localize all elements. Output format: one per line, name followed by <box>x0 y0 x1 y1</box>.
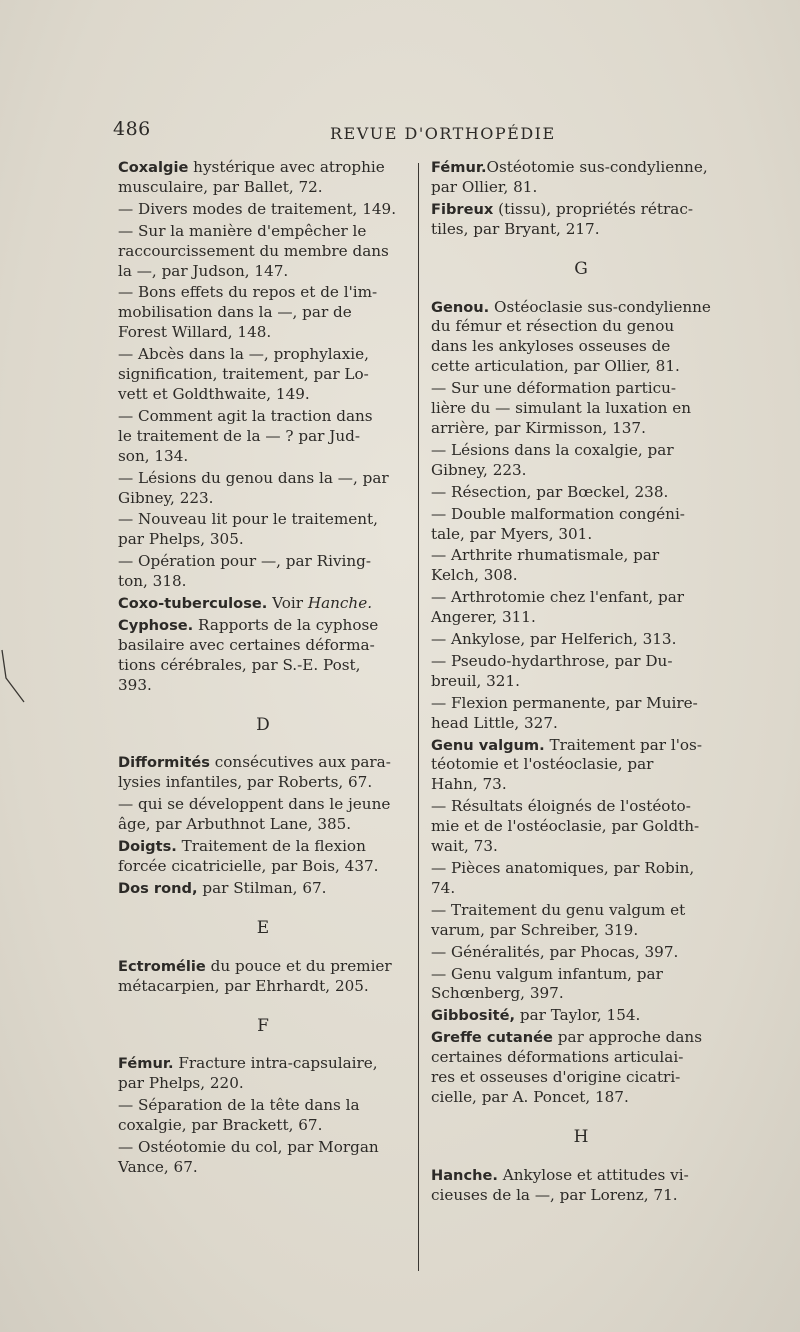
entry-text: head Little, 327. <box>431 713 558 732</box>
index-subentry <box>118 1138 408 1178</box>
entry-text: — Bons effets du repos et de l'im- <box>118 283 378 302</box>
section-letter: H <box>573 1126 589 1147</box>
index-entry <box>431 1166 731 1206</box>
index-subentry <box>431 797 731 857</box>
index-entry <box>118 594 408 614</box>
entry-text: par Stilman, 67. <box>197 878 327 897</box>
running-title: REVUE D'ORTHOPÉDIE <box>330 124 556 143</box>
entry-heading: Ectromélie <box>118 957 206 975</box>
entry-text: — Résultats éloignés de l'ostéoto- <box>431 797 691 816</box>
entry-text: du fémur et résection du genou <box>431 317 675 336</box>
entry-text: — Abcès dans la —, prophylaxie, <box>118 345 369 364</box>
entry-text: — Ostéotomie du col, par Morgan <box>118 1138 379 1157</box>
entry-text: — Opération pour —, par Riving- <box>118 552 372 571</box>
entry-heading: Coxalgie <box>118 159 189 176</box>
entry-text: — Pièces anatomiques, par Robin, <box>431 859 695 877</box>
index-subentry <box>118 795 408 835</box>
index-subentry <box>118 510 408 550</box>
index-subentry <box>118 1096 408 1136</box>
index-entry <box>431 200 731 240</box>
index-subentry <box>431 652 731 692</box>
column-divider <box>418 163 419 1271</box>
entry-text: du pouce et du premier <box>205 956 392 975</box>
entry-text: âge, par Arbuthnot Lane, 385. <box>118 815 352 834</box>
entry-text: Fracture intra-capsulaire, <box>173 1054 378 1073</box>
entry-text: — Nouveau lit pour le traitement, <box>118 510 378 529</box>
entry-text: — qui se développent dans le jeune <box>118 795 391 814</box>
entry-text: cielle, par A. Poncet, 187. <box>431 1087 629 1106</box>
entry-text: par Ollier, 81. <box>431 177 538 196</box>
entry-text: 393. <box>118 675 152 694</box>
entry-heading: Genu valgum. <box>431 736 545 754</box>
entry-heading: Fibreux <box>431 200 494 218</box>
index-subentry <box>431 965 731 1005</box>
entry-text: res et osseuses d'origine cicatri- <box>431 1068 681 1087</box>
entry-text: par approche dans <box>552 1028 702 1047</box>
entry-text: consécutives aux para- <box>209 753 391 772</box>
index-subentry <box>431 588 731 628</box>
index-entry <box>118 837 408 877</box>
index-entry <box>118 616 408 696</box>
entry-heading: Greffe cutanée <box>431 1029 553 1047</box>
index-subentry <box>431 901 731 941</box>
index-subentry <box>118 222 408 282</box>
entry-text: Traitement de la flexion <box>176 837 366 856</box>
entry-text: Schœnberg, 397. <box>431 984 564 1003</box>
index-entry <box>118 1054 408 1094</box>
index-subentry <box>431 505 731 545</box>
index-entry <box>431 736 731 796</box>
entry-text: ton, 318. <box>118 572 187 591</box>
entry-heading: Difformités <box>118 754 210 772</box>
entry-text: — Arthrotomie chez l'enfant, par <box>431 588 685 607</box>
section-letter: E <box>256 917 270 938</box>
entry-text: lière du — simulant la luxation en <box>431 399 692 418</box>
entry-heading: Doigts. <box>118 838 177 856</box>
entry-text: métacarpien, par Ehrhardt, 205. <box>118 976 369 995</box>
entry-text: forcée cicatricielle, par Bois, 437. <box>118 857 379 875</box>
index-subentry <box>431 483 731 503</box>
index-entry <box>431 1028 731 1108</box>
index-entry <box>118 158 408 198</box>
entry-text: vett et Goldthwaite, 149. <box>118 384 310 403</box>
entry-text: — Arthrite rhumatismale, par <box>431 546 660 565</box>
index-subentry <box>118 345 408 405</box>
entry-text: — Divers modes de traitement, 149. <box>118 199 397 218</box>
entry-text: certaines déformations articulai- <box>431 1048 684 1067</box>
entry-text: breuil, 321. <box>431 671 520 690</box>
entry-heading: Gibbosité, <box>431 1007 516 1025</box>
index-subentry <box>431 694 731 734</box>
entry-text: lysies infantiles, par Roberts, 67. <box>118 773 373 792</box>
entry-text: mie et de l'ostéoclasie, par Goldth- <box>431 817 700 836</box>
entry-heading: Coxo-tuberculose. <box>118 595 268 613</box>
entry-text: mobilisation dans la —, par de <box>118 303 352 322</box>
index-subentry <box>431 379 731 439</box>
entry-text: — Flexion permanente, par Muire- <box>431 693 698 712</box>
index-entry <box>431 298 731 378</box>
entry-text: basilaire avec certaines déforma- <box>118 635 375 654</box>
entry-text: Ostéoclasie sus-condylienne <box>489 297 711 316</box>
index-subentry <box>118 469 408 509</box>
index-entry <box>118 957 408 997</box>
entry-heading: Fémur. <box>431 159 487 176</box>
entry-text: — Lésions du genou dans la —, par <box>118 468 389 487</box>
entry-text: Gibney, 223. <box>118 488 214 507</box>
entry-text: la —, par Judson, 147. <box>118 261 289 280</box>
entry-text: — Double malformation congéni- <box>431 504 685 523</box>
entry-text: par Phelps, 305. <box>118 530 244 549</box>
index-subentry <box>431 546 731 586</box>
entry-text: Forest Willard, 148. <box>118 323 272 342</box>
entry-heading: Fémur. <box>118 1055 174 1073</box>
entry-text: — Ankylose, par Helferich, 313. <box>431 630 677 649</box>
entry-text: le traitement de la — ? par Jud- <box>118 426 360 445</box>
entry-text: tale, par Myers, 301. <box>431 524 593 543</box>
entry-heading: Dos rond, <box>118 879 198 897</box>
entry-text: Angerer, 311. <box>431 608 536 627</box>
entry-text: coxalgie, par Brackett, 67. <box>118 1116 323 1135</box>
entry-text: (tissu), propriétés rétrac- <box>493 199 693 218</box>
entry-text: téotomie et l'ostéoclasie, par <box>431 755 654 774</box>
entry-heading: Genou. <box>431 298 490 316</box>
margin-pencil-mark <box>0 648 26 704</box>
entry-text: cieuses de la —, par Lorenz, 71. <box>431 1185 678 1204</box>
entry-text: varum, par Schreiber, 319. <box>431 920 639 939</box>
entry-heading: Cyphose. <box>118 616 194 634</box>
index-entry <box>118 753 408 793</box>
index-column-left <box>118 158 408 1180</box>
index-column-right <box>431 158 731 1208</box>
entry-text: Voir <box>267 594 308 613</box>
entry-text: Traitement par l'os- <box>544 735 702 754</box>
page-number: 486 <box>113 118 151 140</box>
index-subentry <box>431 859 731 899</box>
entry-text: Ostéotomie sus-condylienne, <box>486 158 708 176</box>
entry-text: — Sur la manière d'empêcher le <box>118 221 367 240</box>
section-letter: G <box>574 258 588 279</box>
entry-text: tiles, par Bryant, 217. <box>431 219 600 238</box>
entry-text: dans les ankyloses osseuses de <box>431 337 671 356</box>
entry-text: Kelch, 308. <box>431 566 518 585</box>
index-subentry <box>431 943 731 963</box>
entry-text: Ankylose et attitudes vi- <box>497 1165 689 1184</box>
entry-text: Gibney, 223. <box>431 460 527 479</box>
index-subentry <box>118 283 408 343</box>
entry-text: cette articulation, par Ollier, 81. <box>431 357 680 376</box>
entry-text: Vance, 67. <box>118 1157 198 1176</box>
entry-text: — Genu valgum infantum, par <box>431 964 663 983</box>
entry-text: son, 134. <box>118 446 189 465</box>
entry-text: musculaire, par Ballet, 72. <box>118 177 323 196</box>
entry-text: hystérique avec atrophie <box>188 158 385 176</box>
entry-text: — Lésions dans la coxalgie, par <box>431 440 674 459</box>
cross-reference: Hanche. <box>307 594 373 613</box>
entry-text: — Comment agit la traction dans <box>118 406 373 425</box>
entry-text: signification, traitement, par Lo- <box>118 365 369 384</box>
section-letter: F <box>257 1015 269 1036</box>
entry-text: Rapports de la cyphose <box>193 615 379 634</box>
entry-text: — Sur une déformation particu- <box>431 379 676 398</box>
entry-text: par Taylor, 154. <box>515 1006 641 1025</box>
entry-text: wait, 73. <box>431 837 498 856</box>
entry-text: tions cérébrales, par S.-E. Post, <box>118 655 361 674</box>
section-letter: D <box>256 714 270 735</box>
index-entry <box>431 158 731 198</box>
index-subentry <box>118 407 408 467</box>
entry-text: Hahn, 73. <box>431 775 507 794</box>
entry-text: 74. <box>431 878 456 897</box>
entry-text: — Pseudo-hydarthrose, par Du- <box>431 651 673 670</box>
index-entry <box>431 1006 731 1026</box>
index-subentry <box>431 441 731 481</box>
entry-text: — Traitement du genu valgum et <box>431 900 686 919</box>
entry-text: — Séparation de la tête dans la <box>118 1096 360 1115</box>
index-subentry <box>118 552 408 592</box>
index-entry <box>118 879 408 899</box>
entry-text: raccourcissement du membre dans <box>118 241 389 260</box>
entry-text: par Phelps, 220. <box>118 1074 244 1093</box>
entry-text: — Résection, par Bœckel, 238. <box>431 482 669 501</box>
index-subentry <box>118 200 408 220</box>
entry-text: arrière, par Kirmisson, 137. <box>431 418 646 437</box>
index-subentry <box>431 630 731 650</box>
entry-text: — Généralités, par Phocas, 397. <box>431 942 679 961</box>
entry-heading: Hanche. <box>431 1166 498 1184</box>
